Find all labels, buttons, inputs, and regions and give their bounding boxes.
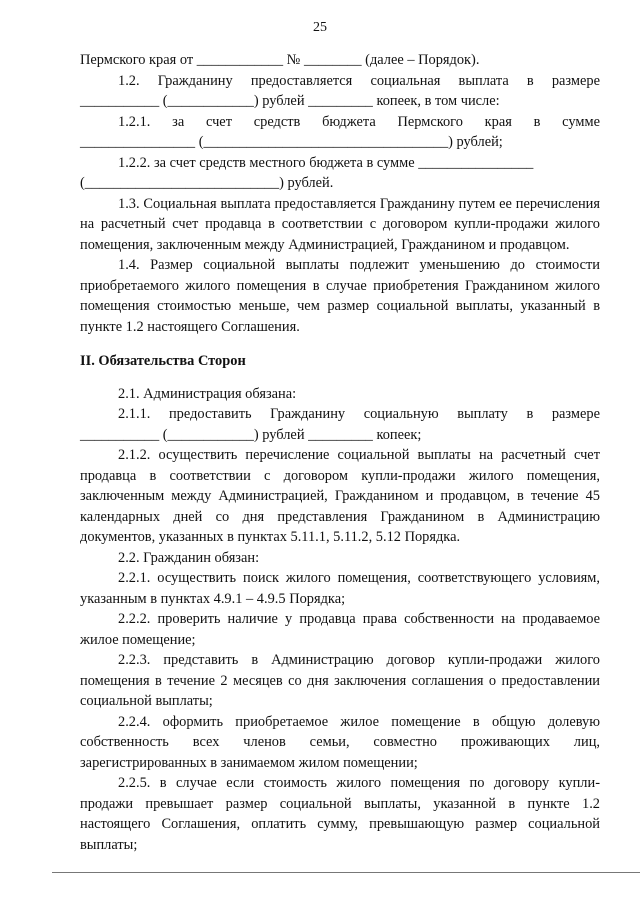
clause-1-2-amount: ___________ (____________) рублей _________ копеек, в том числе: [80, 93, 500, 109]
clause-2-1-2: 2.1.2. осуществить перечисление социальной выплаты на расчетный счет продавца в соответствии с договором купли-продажи жилого помещения, заключенным между Администрацией, Гражданином и продавцом, в течение 45 календарных дней со дня представления Гражданином в Администрацию документов, указанных в пунктах 5.11.1, 5.11.2, 5.12 Порядка. [80, 447, 600, 545]
bottom-divider [52, 872, 640, 873]
clause-2-2: 2.2. Гражданин обязан: [118, 549, 260, 566]
clause-1-4: 1.4. Размер социальной выплаты подлежит уменьшению до стоимости приобретаемого жилого помещения в случае приобретения Гражданином жилого помещения стоимостью меньше, чем размер социальной выплаты, указанный в пункте 1.2 настоящего Соглашения. [80, 257, 600, 335]
clause-2-2-2: 2.2.2. проверить наличие у продавца права собственности на продаваемое жилое помещение; [80, 611, 600, 648]
page-number: 25 [313, 20, 327, 35]
clause-2-2-5: 2.2.5. в случае если стоимость жилого помещения по договору купли-продажи превышает размер социальной выплаты, указанной в пункте 1.2 настоящего Соглашения, оплатить сумму, превышающую размер социальной выплаты; [80, 775, 600, 853]
clause-1-3: 1.3. Социальная выплата предоставляется Гражданину путем ее перечисления на расчетный счет продавца в соответствии с договором купли-продажи жилого помещения, заключенным между Администрацией, Гражданином и продавцом. [80, 195, 600, 253]
clause-2-2-3: 2.2.3. представить в Администрацию договор купли-продажи жилого помещения в течение 2 месяцев со дня заключения соглашения о предоставлении социальной выплаты; [80, 652, 600, 709]
clause-1-2: 1.2. Гражданину предоставляется социальная выплата в размере [118, 72, 600, 89]
clause-2-1-1: 2.1.1. предоставить Гражданину социальную выплату в размере [118, 406, 600, 422]
clause-1-2-2-amount: (___________________________) рублей. [80, 175, 334, 191]
clause-1-2-1: 1.2.1. за счет средств бюджета Пермского края в сумме [118, 113, 600, 130]
line-intro: Пермского края от ____________ № ________ (далее – Порядок). [80, 52, 480, 68]
section-heading: II. Обязательства Сторон [80, 353, 246, 369]
clause-2-1-1-amount: ___________ (____________) рублей _________ копеек; [80, 426, 422, 443]
clause-1-2-1-amount: ________________ (__________________________________) рублей; [80, 134, 503, 150]
clause-2-2-4: 2.2.4. оформить приобретаемое жилое помещение в общую долевую собственность всех членов семьи, совместно проживающих лиц, зарегистрированных в занимаемом жилом помещении; [80, 713, 600, 771]
clause-2-2-1: 2.2.1. осуществить поиск жилого помещения, соответствующего условиям, указанным в пунктах 4.9.1 – 4.9.5 Порядка; [80, 570, 600, 607]
document-body [80, 50, 600, 855]
clause-2-1: 2.1. Администрация обязана: [118, 385, 297, 402]
clause-1-2-2: 1.2.2. за счет средств местного бюджета в сумме ________________ [118, 154, 534, 171]
